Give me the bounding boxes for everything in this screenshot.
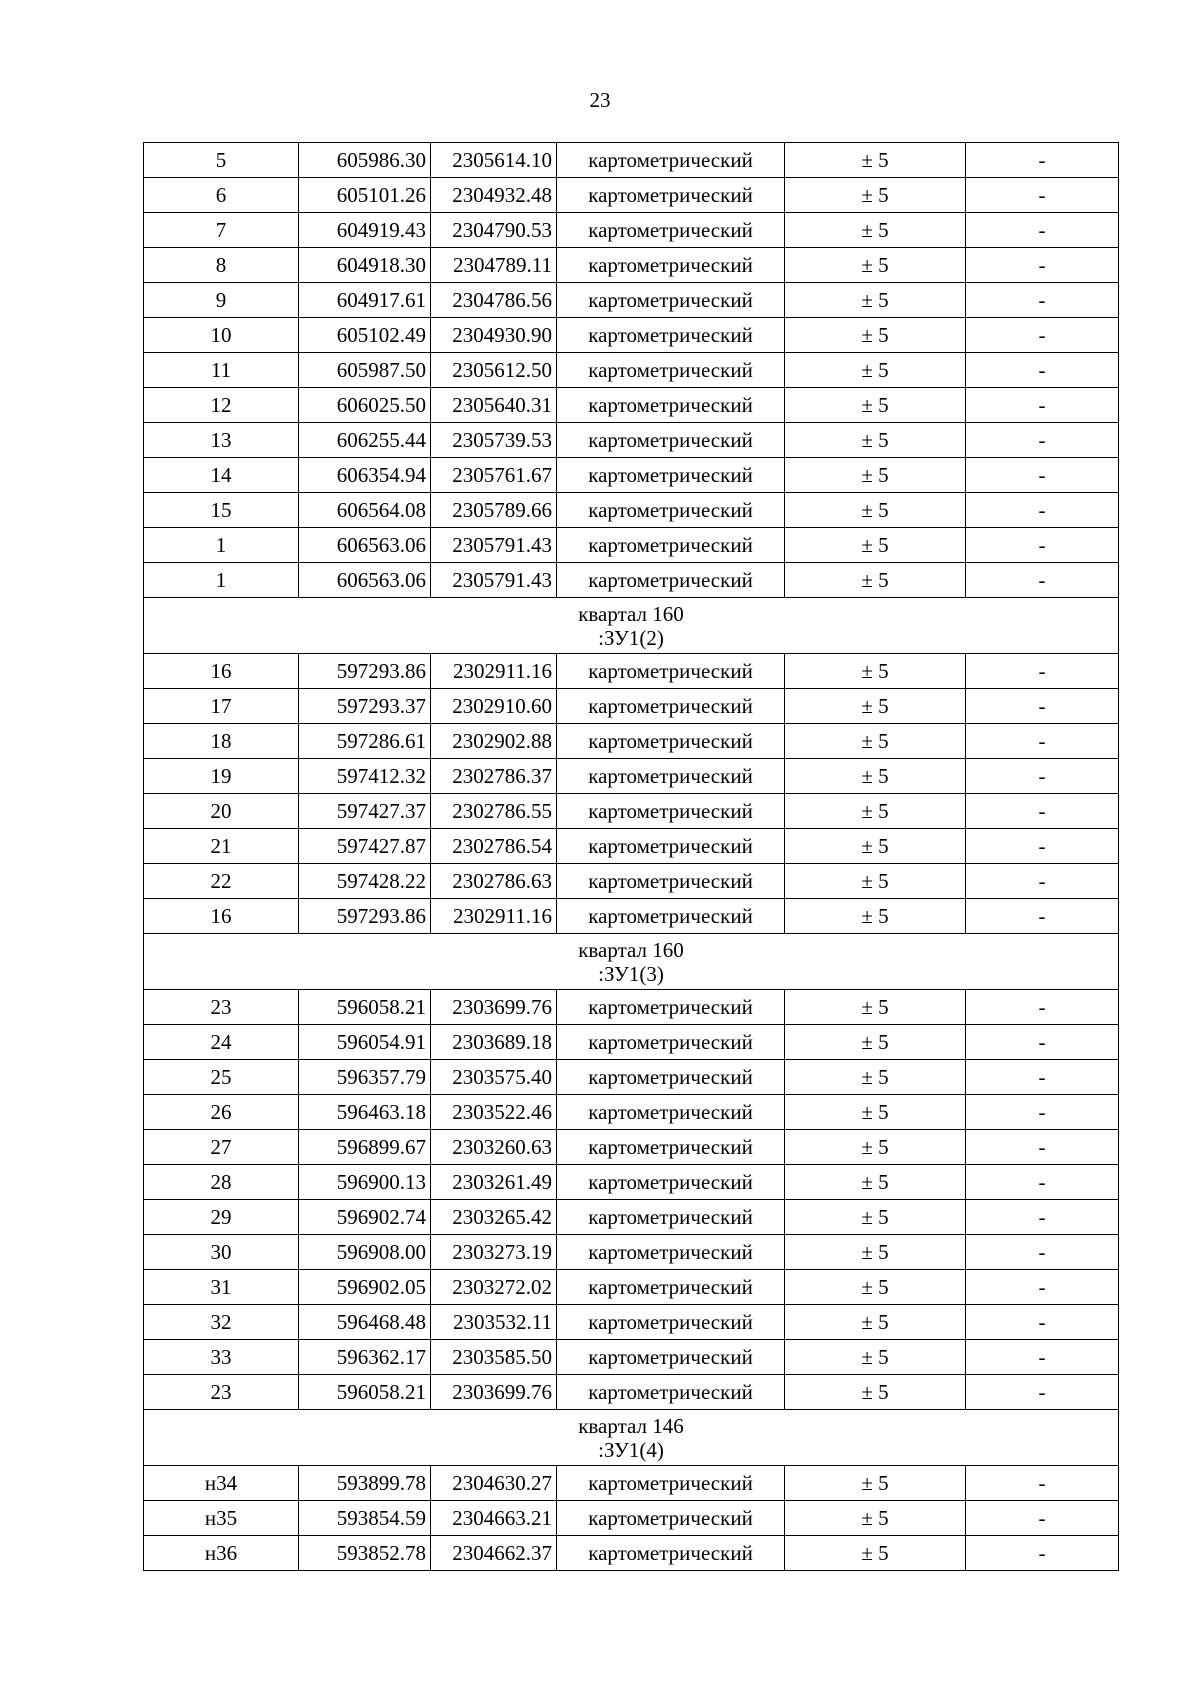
description-cell: - bbox=[966, 1501, 1119, 1536]
coord-y-cell: 2303260.63 bbox=[431, 1130, 557, 1165]
coord-y-cell: 2303699.76 bbox=[431, 1375, 557, 1410]
accuracy-cell: ± 5 bbox=[785, 248, 966, 283]
table-row bbox=[144, 1235, 1119, 1270]
accuracy-cell: ± 5 bbox=[785, 388, 966, 423]
point-number-cell: 19 bbox=[144, 759, 299, 794]
description-cell: - bbox=[966, 283, 1119, 318]
table-row bbox=[144, 864, 1119, 899]
table-row bbox=[144, 1305, 1119, 1340]
table-row bbox=[144, 493, 1119, 528]
coord-y-cell: 2305791.43 bbox=[431, 528, 557, 563]
description-cell: - bbox=[966, 1060, 1119, 1095]
method-cell: картометрический bbox=[557, 563, 785, 598]
accuracy-cell: ± 5 bbox=[785, 1200, 966, 1235]
accuracy-cell: ± 5 bbox=[785, 689, 966, 724]
method-cell: картометрический bbox=[557, 654, 785, 689]
method-cell: картометрический bbox=[557, 423, 785, 458]
table-row bbox=[144, 759, 1119, 794]
point-number-cell: 10 bbox=[144, 318, 299, 353]
description-cell: - bbox=[966, 248, 1119, 283]
coord-x-cell: 605101.26 bbox=[299, 178, 431, 213]
coord-y-cell: 2304630.27 bbox=[431, 1466, 557, 1501]
point-number-cell: 28 bbox=[144, 1165, 299, 1200]
coord-x-cell: 605987.50 bbox=[299, 353, 431, 388]
method-cell: картометрический bbox=[557, 213, 785, 248]
description-cell: - bbox=[966, 493, 1119, 528]
point-number-cell: 15 bbox=[144, 493, 299, 528]
point-number-cell: 1 bbox=[144, 563, 299, 598]
description-cell: - bbox=[966, 829, 1119, 864]
page-number: 23 bbox=[589, 88, 611, 112]
coord-y-cell: 2303265.42 bbox=[431, 1200, 557, 1235]
point-number-cell: 29 bbox=[144, 1200, 299, 1235]
coord-x-cell: 596902.05 bbox=[299, 1270, 431, 1305]
method-cell: картометрический bbox=[557, 1165, 785, 1200]
accuracy-cell: ± 5 bbox=[785, 353, 966, 388]
coord-y-cell: 2305612.50 bbox=[431, 353, 557, 388]
coord-x-cell: 597427.37 bbox=[299, 794, 431, 829]
description-cell: - bbox=[966, 388, 1119, 423]
coord-y-cell: 2304932.48 bbox=[431, 178, 557, 213]
point-number-cell: 21 bbox=[144, 829, 299, 864]
point-number-cell: 1 bbox=[144, 528, 299, 563]
accuracy-cell: ± 5 bbox=[785, 899, 966, 934]
description-cell: - bbox=[966, 1095, 1119, 1130]
table-row bbox=[144, 689, 1119, 724]
coord-x-cell: 596908.00 bbox=[299, 1235, 431, 1270]
method-cell: картометрический bbox=[557, 1130, 785, 1165]
point-number-cell: 17 bbox=[144, 689, 299, 724]
table-row bbox=[144, 388, 1119, 423]
table-row bbox=[144, 1340, 1119, 1375]
coord-y-cell: 2304930.90 bbox=[431, 318, 557, 353]
coord-y-cell: 2302910.60 bbox=[431, 689, 557, 724]
table-row bbox=[144, 1130, 1119, 1165]
coord-y-cell: 2304786.56 bbox=[431, 283, 557, 318]
coord-y-cell: 2303689.18 bbox=[431, 1025, 557, 1060]
accuracy-cell: ± 5 bbox=[785, 143, 966, 178]
accuracy-cell: ± 5 bbox=[785, 1501, 966, 1536]
coord-y-cell: 2305789.66 bbox=[431, 493, 557, 528]
coord-y-cell: 2303273.19 bbox=[431, 1235, 557, 1270]
coord-x-cell: 606564.08 bbox=[299, 493, 431, 528]
point-number-cell: 12 bbox=[144, 388, 299, 423]
coord-y-cell: 2302786.55 bbox=[431, 794, 557, 829]
coord-y-cell: 2305640.31 bbox=[431, 388, 557, 423]
point-number-cell: 8 bbox=[144, 248, 299, 283]
table-row bbox=[144, 178, 1119, 213]
coord-y-cell: 2302786.37 bbox=[431, 759, 557, 794]
table-row bbox=[144, 248, 1119, 283]
accuracy-cell: ± 5 bbox=[785, 864, 966, 899]
accuracy-cell: ± 5 bbox=[785, 1130, 966, 1165]
accuracy-cell: ± 5 bbox=[785, 1536, 966, 1571]
method-cell: картометрический bbox=[557, 318, 785, 353]
coord-x-cell: 596463.18 bbox=[299, 1095, 431, 1130]
coordinates-table-body bbox=[144, 143, 1119, 1571]
description-cell: - bbox=[966, 1536, 1119, 1571]
coord-x-cell: 596357.79 bbox=[299, 1060, 431, 1095]
point-number-cell: 31 bbox=[144, 1270, 299, 1305]
method-cell: картометрический bbox=[557, 458, 785, 493]
point-number-cell: 18 bbox=[144, 724, 299, 759]
point-number-cell: 22 bbox=[144, 864, 299, 899]
accuracy-cell: ± 5 bbox=[785, 1305, 966, 1340]
table-row bbox=[144, 528, 1119, 563]
method-cell: картометрический bbox=[557, 864, 785, 899]
method-cell: картометрический bbox=[557, 1270, 785, 1305]
coord-x-cell: 604918.30 bbox=[299, 248, 431, 283]
block-label: квартал 160 bbox=[578, 601, 684, 626]
coord-x-cell: 597286.61 bbox=[299, 724, 431, 759]
coord-x-cell: 597293.86 bbox=[299, 654, 431, 689]
description-cell: - bbox=[966, 528, 1119, 563]
table-row bbox=[144, 1536, 1119, 1571]
point-number-cell: 16 bbox=[144, 654, 299, 689]
description-cell: - bbox=[966, 689, 1119, 724]
table-row bbox=[144, 1501, 1119, 1536]
coord-x-cell: 606354.94 bbox=[299, 458, 431, 493]
coord-y-cell: 2303261.49 bbox=[431, 1165, 557, 1200]
block-label: квартал 146 bbox=[578, 1413, 684, 1438]
table-row bbox=[144, 213, 1119, 248]
description-cell: - bbox=[966, 1270, 1119, 1305]
table-row bbox=[144, 654, 1119, 689]
coord-y-cell: 2302786.63 bbox=[431, 864, 557, 899]
coord-y-cell: 2305761.67 bbox=[431, 458, 557, 493]
description-cell: - bbox=[966, 899, 1119, 934]
coord-y-cell: 2303532.11 bbox=[431, 1305, 557, 1340]
method-cell: картометрический bbox=[557, 1060, 785, 1095]
accuracy-cell: ± 5 bbox=[785, 1340, 966, 1375]
point-number-cell: 11 bbox=[144, 353, 299, 388]
point-number-cell: 5 bbox=[144, 143, 299, 178]
method-cell: картометрический bbox=[557, 1501, 785, 1536]
coord-x-cell: 597293.86 bbox=[299, 899, 431, 934]
method-cell: картометрический bbox=[557, 178, 785, 213]
description-cell: - bbox=[966, 143, 1119, 178]
coord-x-cell: 605986.30 bbox=[299, 143, 431, 178]
description-cell: - bbox=[966, 1165, 1119, 1200]
method-cell: картометрический bbox=[557, 528, 785, 563]
coord-x-cell: 597427.87 bbox=[299, 829, 431, 864]
method-cell: картометрический bbox=[557, 724, 785, 759]
method-cell: картометрический bbox=[557, 248, 785, 283]
description-cell: - bbox=[966, 724, 1119, 759]
coord-x-cell: 596362.17 bbox=[299, 1340, 431, 1375]
coordinates-table bbox=[143, 142, 1119, 1571]
description-cell: - bbox=[966, 1305, 1119, 1340]
method-cell: картометрический bbox=[557, 493, 785, 528]
accuracy-cell: ± 5 bbox=[785, 990, 966, 1025]
coord-x-cell: 593854.59 bbox=[299, 1501, 431, 1536]
point-number-cell: н36 bbox=[144, 1536, 299, 1571]
coord-x-cell: 606025.50 bbox=[299, 388, 431, 423]
description-cell: - bbox=[966, 1025, 1119, 1060]
point-number-cell: 9 bbox=[144, 283, 299, 318]
description-cell: - bbox=[966, 458, 1119, 493]
method-cell: картометрический bbox=[557, 1025, 785, 1060]
table-row bbox=[144, 1095, 1119, 1130]
accuracy-cell: ± 5 bbox=[785, 528, 966, 563]
section-header-cell bbox=[144, 1410, 1119, 1466]
block-label: квартал 160 bbox=[578, 937, 684, 962]
method-cell: картометрический bbox=[557, 1340, 785, 1375]
accuracy-cell: ± 5 bbox=[785, 178, 966, 213]
description-cell: - bbox=[966, 759, 1119, 794]
description-cell: - bbox=[966, 1340, 1119, 1375]
point-number-cell: н35 bbox=[144, 1501, 299, 1536]
point-number-cell: 7 bbox=[144, 213, 299, 248]
description-cell: - bbox=[966, 353, 1119, 388]
point-number-cell: 32 bbox=[144, 1305, 299, 1340]
method-cell: картометрический bbox=[557, 353, 785, 388]
table-row bbox=[144, 1375, 1119, 1410]
coord-y-cell: 2305791.43 bbox=[431, 563, 557, 598]
coord-x-cell: 606255.44 bbox=[299, 423, 431, 458]
point-number-cell: 24 bbox=[144, 1025, 299, 1060]
accuracy-cell: ± 5 bbox=[785, 1466, 966, 1501]
method-cell: картометрический bbox=[557, 283, 785, 318]
coord-x-cell: 606563.06 bbox=[299, 528, 431, 563]
section-header-row bbox=[144, 598, 1119, 654]
coord-y-cell: 2302902.88 bbox=[431, 724, 557, 759]
section-header-row bbox=[144, 934, 1119, 990]
accuracy-cell: ± 5 bbox=[785, 654, 966, 689]
point-number-cell: 25 bbox=[144, 1060, 299, 1095]
description-cell: - bbox=[966, 654, 1119, 689]
coord-y-cell: 2302786.54 bbox=[431, 829, 557, 864]
description-cell: - bbox=[966, 864, 1119, 899]
coord-x-cell: 596899.67 bbox=[299, 1130, 431, 1165]
point-number-cell: 6 bbox=[144, 178, 299, 213]
method-cell: картометрический bbox=[557, 1375, 785, 1410]
table-row bbox=[144, 1165, 1119, 1200]
table-row bbox=[144, 990, 1119, 1025]
accuracy-cell: ± 5 bbox=[785, 1095, 966, 1130]
parcel-label: :ЗУ1(2) bbox=[598, 625, 664, 650]
method-cell: картометрический bbox=[557, 388, 785, 423]
table-row bbox=[144, 563, 1119, 598]
method-cell: картометрический bbox=[557, 1235, 785, 1270]
coord-x-cell: 593899.78 bbox=[299, 1466, 431, 1501]
accuracy-cell: ± 5 bbox=[785, 1270, 966, 1305]
table-row bbox=[144, 1060, 1119, 1095]
coord-y-cell: 2304662.37 bbox=[431, 1536, 557, 1571]
table-row bbox=[144, 1200, 1119, 1235]
coord-y-cell: 2304663.21 bbox=[431, 1501, 557, 1536]
coord-x-cell: 596900.13 bbox=[299, 1165, 431, 1200]
coord-x-cell: 596902.74 bbox=[299, 1200, 431, 1235]
point-number-cell: н34 bbox=[144, 1466, 299, 1501]
point-number-cell: 14 bbox=[144, 458, 299, 493]
point-number-cell: 27 bbox=[144, 1130, 299, 1165]
accuracy-cell: ± 5 bbox=[785, 724, 966, 759]
coord-y-cell: 2304790.53 bbox=[431, 213, 557, 248]
accuracy-cell: ± 5 bbox=[785, 1375, 966, 1410]
coord-x-cell: 605102.49 bbox=[299, 318, 431, 353]
accuracy-cell: ± 5 bbox=[785, 213, 966, 248]
table-row bbox=[144, 318, 1119, 353]
description-cell: - bbox=[966, 318, 1119, 353]
accuracy-cell: ± 5 bbox=[785, 563, 966, 598]
table-row bbox=[144, 1025, 1119, 1060]
parcel-label: :ЗУ1(4) bbox=[598, 1437, 664, 1462]
accuracy-cell: ± 5 bbox=[785, 759, 966, 794]
coord-x-cell: 604919.43 bbox=[299, 213, 431, 248]
accuracy-cell: ± 5 bbox=[785, 1235, 966, 1270]
section-header-cell bbox=[144, 598, 1119, 654]
method-cell: картометрический bbox=[557, 1305, 785, 1340]
coord-x-cell: 597428.22 bbox=[299, 864, 431, 899]
parcel-label: :ЗУ1(3) bbox=[598, 961, 664, 986]
method-cell: картометрический bbox=[557, 794, 785, 829]
point-number-cell: 20 bbox=[144, 794, 299, 829]
coord-y-cell: 2305614.10 bbox=[431, 143, 557, 178]
point-number-cell: 26 bbox=[144, 1095, 299, 1130]
accuracy-cell: ± 5 bbox=[785, 1060, 966, 1095]
accuracy-cell: ± 5 bbox=[785, 423, 966, 458]
section-header-row bbox=[144, 1410, 1119, 1466]
accuracy-cell: ± 5 bbox=[785, 283, 966, 318]
table-row bbox=[144, 899, 1119, 934]
coord-y-cell: 2303699.76 bbox=[431, 990, 557, 1025]
accuracy-cell: ± 5 bbox=[785, 318, 966, 353]
accuracy-cell: ± 5 bbox=[785, 493, 966, 528]
point-number-cell: 13 bbox=[144, 423, 299, 458]
coord-y-cell: 2302911.16 bbox=[431, 899, 557, 934]
coord-y-cell: 2303575.40 bbox=[431, 1060, 557, 1095]
coord-x-cell: 604917.61 bbox=[299, 283, 431, 318]
description-cell: - bbox=[966, 1235, 1119, 1270]
point-number-cell: 16 bbox=[144, 899, 299, 934]
coord-y-cell: 2304789.11 bbox=[431, 248, 557, 283]
method-cell: картометрический bbox=[557, 1200, 785, 1235]
accuracy-cell: ± 5 bbox=[785, 794, 966, 829]
method-cell: картометрический bbox=[557, 1536, 785, 1571]
coord-y-cell: 2305739.53 bbox=[431, 423, 557, 458]
coord-y-cell: 2302911.16 bbox=[431, 654, 557, 689]
method-cell: картометрический bbox=[557, 990, 785, 1025]
coord-x-cell: 606563.06 bbox=[299, 563, 431, 598]
method-cell: картометрический bbox=[557, 759, 785, 794]
description-cell: - bbox=[966, 1200, 1119, 1235]
coord-y-cell: 2303522.46 bbox=[431, 1095, 557, 1130]
description-cell: - bbox=[966, 1130, 1119, 1165]
table-row bbox=[144, 423, 1119, 458]
coord-x-cell: 597293.37 bbox=[299, 689, 431, 724]
coord-x-cell: 596054.91 bbox=[299, 1025, 431, 1060]
coord-x-cell: 597412.32 bbox=[299, 759, 431, 794]
accuracy-cell: ± 5 bbox=[785, 458, 966, 493]
table-row bbox=[144, 353, 1119, 388]
description-cell: - bbox=[966, 213, 1119, 248]
description-cell: - bbox=[966, 1375, 1119, 1410]
table-row bbox=[144, 794, 1119, 829]
point-number-cell: 23 bbox=[144, 1375, 299, 1410]
table-row bbox=[144, 829, 1119, 864]
accuracy-cell: ± 5 bbox=[785, 1025, 966, 1060]
method-cell: картометрический bbox=[557, 1095, 785, 1130]
method-cell: картометрический bbox=[557, 143, 785, 178]
table-row bbox=[144, 283, 1119, 318]
coord-x-cell: 596058.21 bbox=[299, 1375, 431, 1410]
method-cell: картометрический bbox=[557, 829, 785, 864]
accuracy-cell: ± 5 bbox=[785, 1165, 966, 1200]
method-cell: картометрический bbox=[557, 1466, 785, 1501]
table-row bbox=[144, 1466, 1119, 1501]
description-cell: - bbox=[966, 1466, 1119, 1501]
point-number-cell: 33 bbox=[144, 1340, 299, 1375]
table-row bbox=[144, 724, 1119, 759]
table-row bbox=[144, 143, 1119, 178]
description-cell: - bbox=[966, 794, 1119, 829]
section-header-cell bbox=[144, 934, 1119, 990]
table-row bbox=[144, 458, 1119, 493]
accuracy-cell: ± 5 bbox=[785, 829, 966, 864]
description-cell: - bbox=[966, 563, 1119, 598]
point-number-cell: 30 bbox=[144, 1235, 299, 1270]
description-cell: - bbox=[966, 990, 1119, 1025]
coord-y-cell: 2303272.02 bbox=[431, 1270, 557, 1305]
method-cell: картометрический bbox=[557, 689, 785, 724]
coord-x-cell: 593852.78 bbox=[299, 1536, 431, 1571]
table-row bbox=[144, 1270, 1119, 1305]
coord-x-cell: 596058.21 bbox=[299, 990, 431, 1025]
method-cell: картометрический bbox=[557, 899, 785, 934]
coord-x-cell: 596468.48 bbox=[299, 1305, 431, 1340]
description-cell: - bbox=[966, 178, 1119, 213]
description-cell: - bbox=[966, 423, 1119, 458]
coord-y-cell: 2303585.50 bbox=[431, 1340, 557, 1375]
point-number-cell: 23 bbox=[144, 990, 299, 1025]
